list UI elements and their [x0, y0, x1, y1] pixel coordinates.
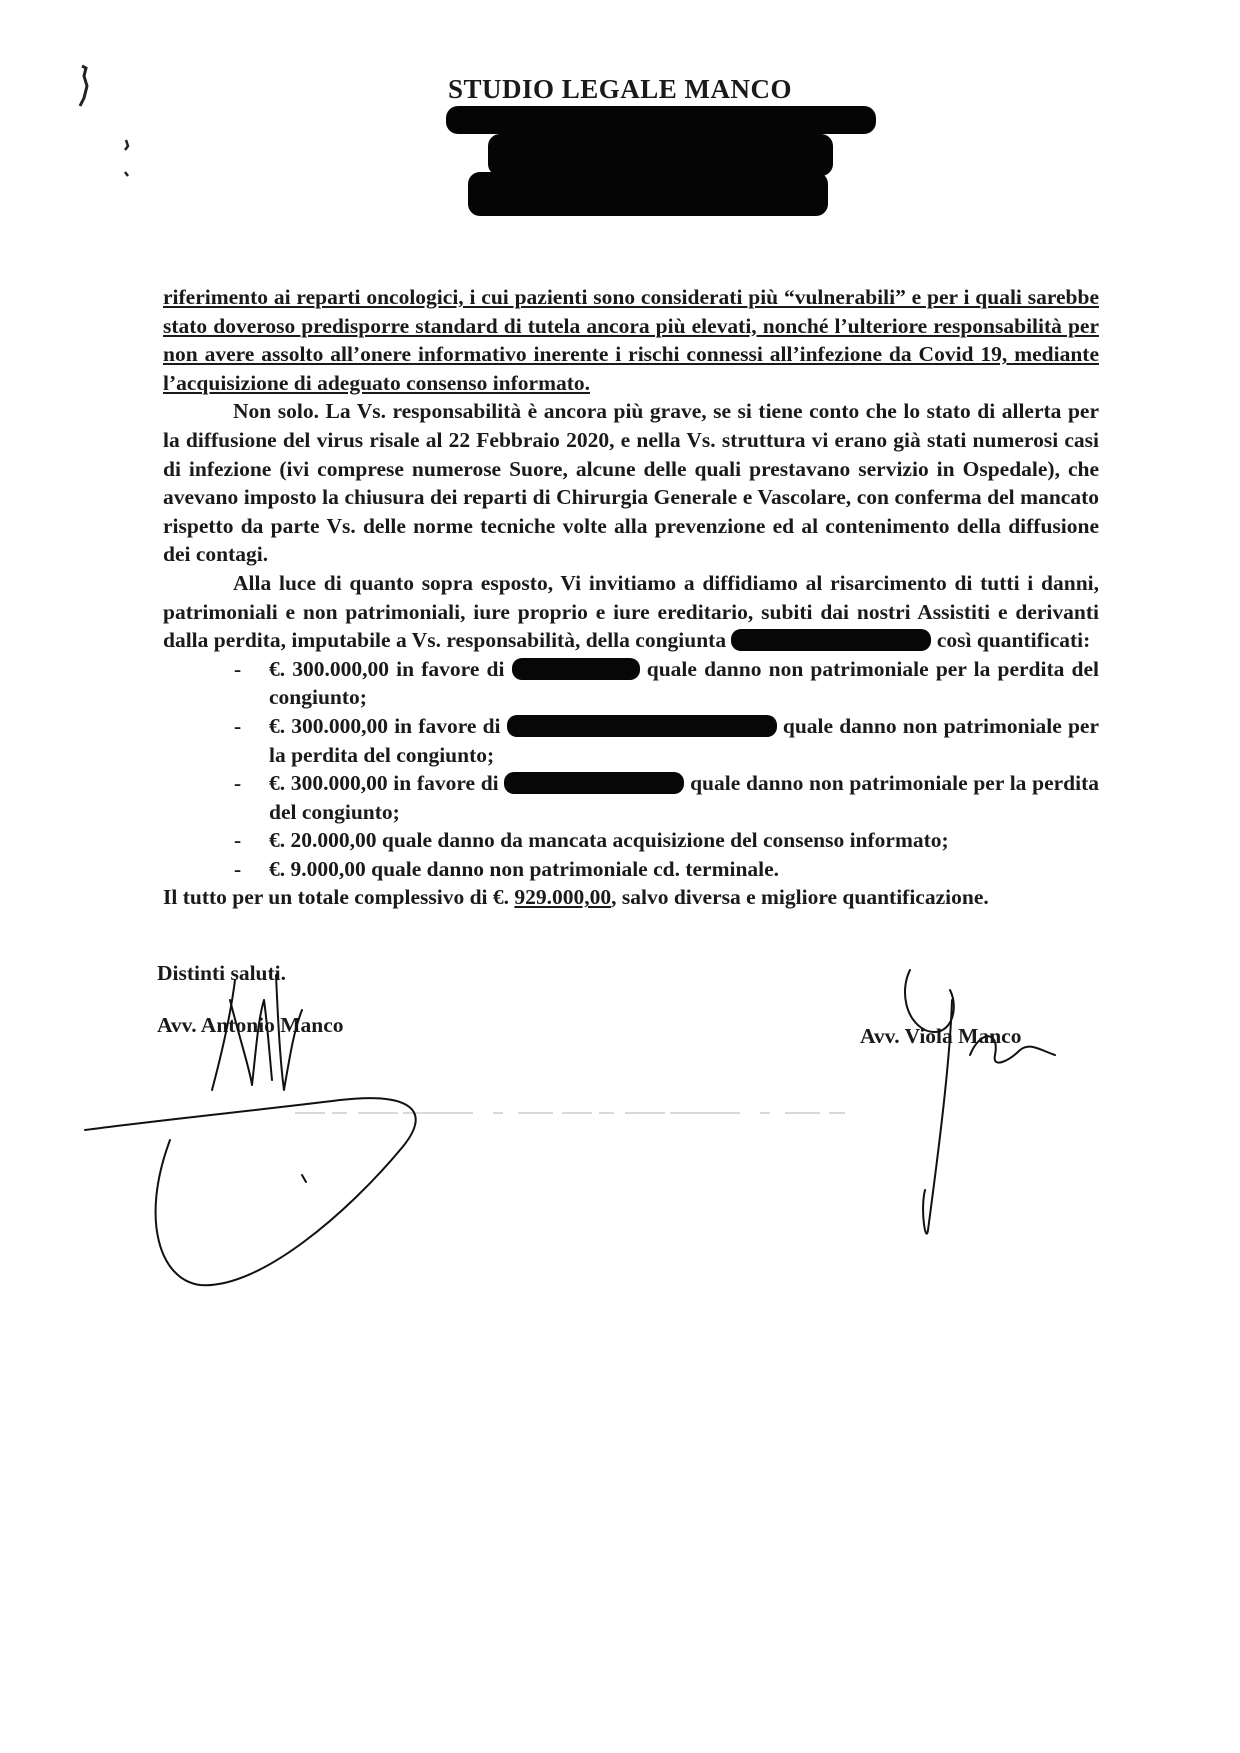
claim-item: - €. 20.000,00 quale danno da mancata acquisizione del consenso informato; — [234, 828, 949, 853]
redacted-beneficiary-name — [512, 658, 640, 680]
signatory-left: Avv. Antonio Manco — [157, 1013, 344, 1037]
claim-item: - €. 300.000,00 in favore di quale danno non patrimoniale per la perdita del congiunto; — [234, 713, 1100, 767]
paragraph-demand — [163, 569, 1099, 655]
claim-description: quale danno non patrimoniale per la perdita del congiunto; — [269, 771, 1099, 824]
claim-amount: €. 300.000,00 in favore di — [269, 771, 499, 796]
redacted-beneficiary-name — [504, 772, 684, 794]
demand-text: Alla luce di quanto sopra esposto, Vi invitiamo a diffidiamo al risarcimento di tutti i danni, patrimoniali e non patrimoniali, iure proprio e iure ereditario, subiti dai nostri Assistiti e derivanti dalla perdita, imputabile a Vs. responsabilità, della congiunta — [163, 570, 1099, 653]
signature-left-handwritten — [80, 960, 500, 1310]
demand-text-end: così quantificati: — [936, 628, 1091, 653]
claim-amount: €. 300.000,00 in favore di — [269, 713, 501, 738]
signatory-right: Avv. Viola Manco — [860, 1024, 1022, 1048]
signature-right-handwritten — [880, 960, 1080, 1260]
paragraph-responsibility: riferimento ai reparti oncologici, i cui pazienti sono considerati più “vulnerabili” e per i quali sarebbe stato doveroso predisporre standard di tutela ancora più elevati, nonché l’ulteriore responsabilità per non avere assolto all’onere informativo inerente i rischi connessi all’infezione da Covid 19, mediante l’acquisizione di adeguato consenso informato. — [163, 285, 1099, 395]
claim-item: - €. 300.000,00 in favore di quale danno non patrimoniale per la perdita del congiunto; — [234, 771, 1099, 824]
claims-list — [163, 655, 1099, 884]
redacted-address-line-2 — [488, 134, 833, 176]
letter-body — [163, 283, 1099, 912]
redacted-address-line-3 — [468, 172, 828, 216]
claim-amount: €. 300.000,00 in favore di — [269, 656, 505, 681]
total-amount: 929.000,00 — [514, 885, 612, 910]
claim-description: quale danno non patrimoniale per la perdita del congiunto; — [269, 656, 1100, 710]
closing-salutation: Distinti saluti. — [157, 961, 287, 985]
redacted-deceased-name — [731, 629, 931, 651]
claim-amount: €. 20.000,00 quale danno da mancata acquisizione del consenso informato; — [269, 828, 949, 853]
claim-item: - €. 300.000,00 in favore di quale danno non patrimoniale per la perdita del congiunto; — [234, 656, 1100, 710]
claim-item: - €. 9.000,00 quale danno non patrimoniale cd. terminale. — [234, 856, 780, 881]
redacted-address-line-1 — [446, 106, 876, 134]
scan-edge-dots — [120, 138, 136, 188]
firm-name: STUDIO LEGALE MANCO — [447, 74, 793, 104]
claim-description: quale danno non patrimoniale per la perdita del congiunto; — [269, 713, 1100, 767]
total-line: Il tutto per un totale complessivo di €. 929.000,00, salvo diversa e migliore quantificazione. — [163, 885, 989, 910]
paragraph-aggravation: Non solo. La Vs. responsabilità è ancora più grave, se si tiene conto che lo stato di allerta per la diffusione del virus risale al 22 Febbraio 2020, e nella Vs. struttura vi erano già stati numerosi casi di infezione (ivi comprese numerose Suore, alcune delle quali prestavano servizio in Ospedale), che avevano imposto la chiusura dei reparti di Chirurgia Generale e Vascolare, con conferma del mancato rispetto da parte Vs. delle norme tecniche volte alla prevenzione ed al contenimento della diffusione dei contagi. — [163, 399, 1099, 567]
claim-amount: €. 9.000,00 quale danno non patrimoniale cd. terminale. — [269, 856, 780, 881]
redacted-beneficiary-name — [507, 715, 777, 737]
